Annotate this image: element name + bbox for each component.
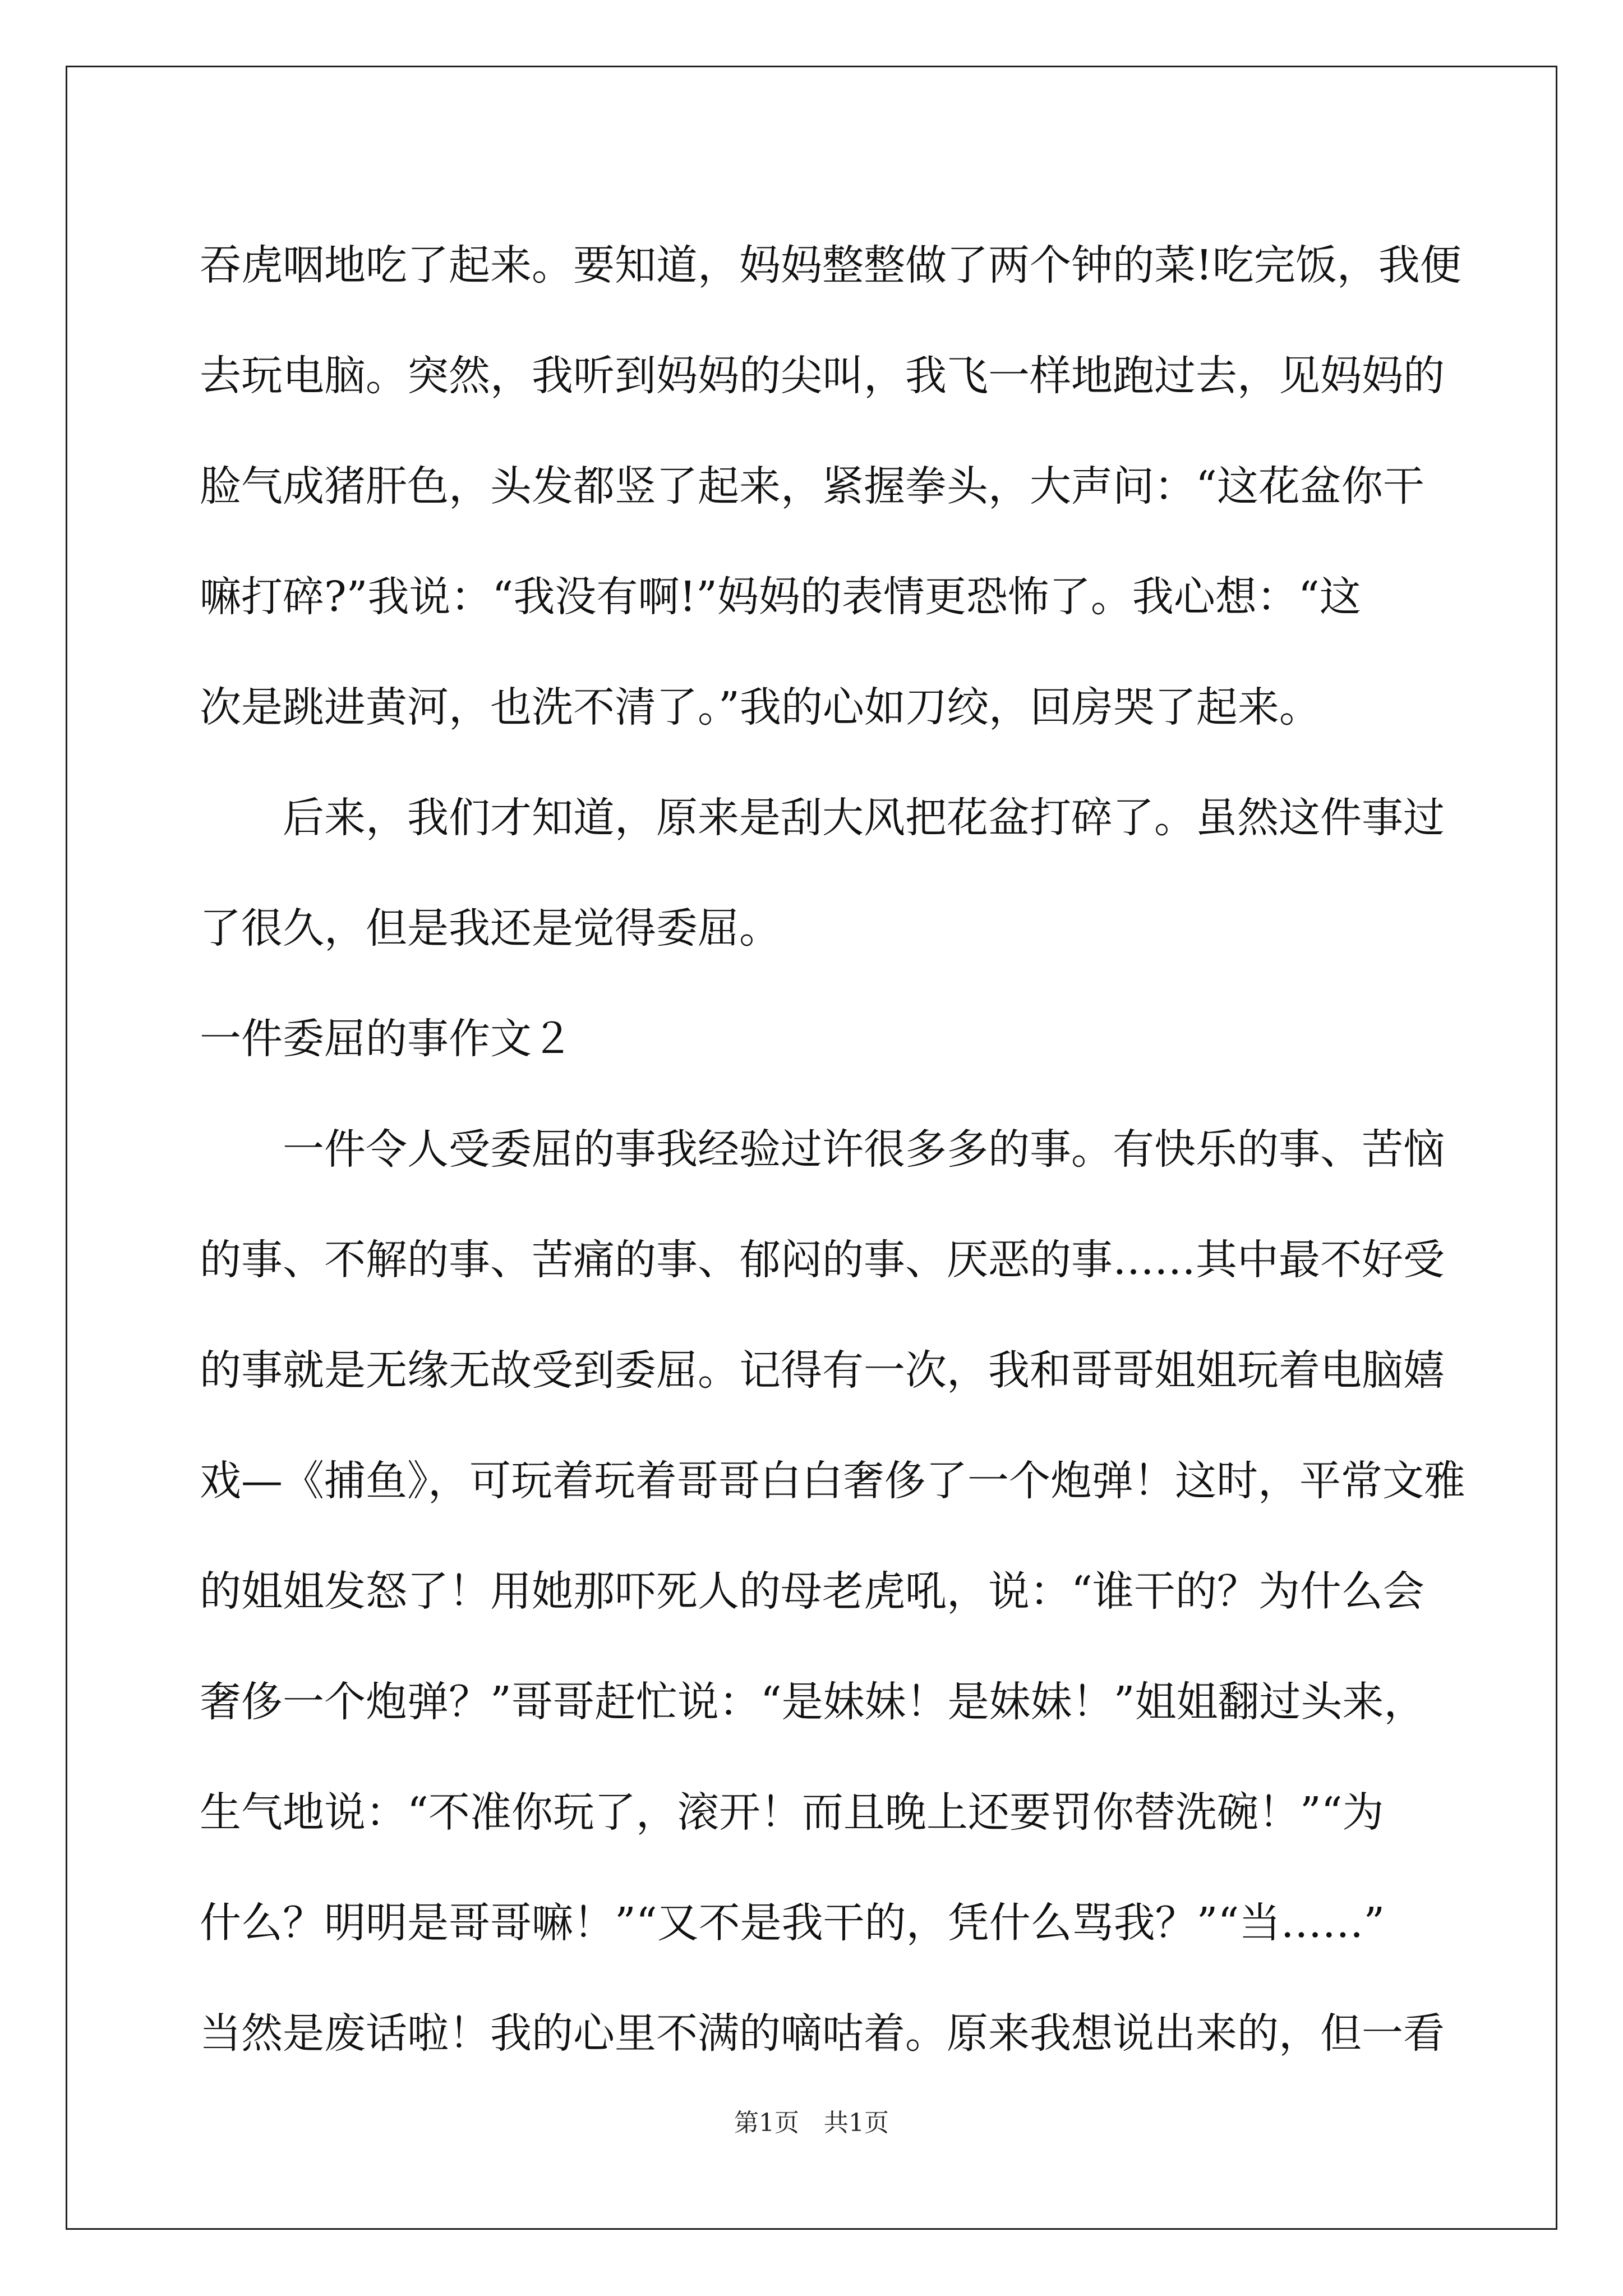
text-line: 吞虎咽地吃了起来。要知道，妈妈整整做了两个钟的菜!吃完饭，我便	[200, 241, 1461, 289]
text-line: 的姐姐发怒了！用她那吓死人的母老虎吼，说：“谁干的？为什么会	[200, 1567, 1424, 1616]
text-line: 戏—《捕鱼》，可玩着玩着哥哥白白奢侈了一个炮弹！这时，平常文雅	[200, 1457, 1465, 1505]
paragraph-first-line: 一件令人受委屈的事我经验过许很多多的事。有快乐的事、苦恼	[283, 1125, 1445, 1174]
text-line: 的事、不解的事、苦痛的事、郁闷的事、厌恶的事……其中最不好受	[200, 1236, 1445, 1284]
text-line: 生气地说：“不准你玩了，滚开！而且晚上还要罚你替洗碗！”“为	[200, 1788, 1384, 1837]
text-line: 当然是废话啦！我的心里不满的嘀咕着。原来我想说出来的，但一看	[200, 2009, 1445, 2058]
section-title: 一件委屈的事作文２	[200, 1015, 573, 1063]
page-footer: 第1页 共1页	[734, 2109, 889, 2137]
document-body	[200, 210, 1465, 2089]
text-line: 嘛打碎?”我说：“我没有啊!”妈妈的表情更恐怖了。我心想：“这	[200, 573, 1361, 621]
text-line: 了很久，但是我还是觉得委屈。	[200, 904, 781, 953]
text-line: 的事就是无缘无故受到委屈。记得有一次，我和哥哥姐姐玩着电脑嬉	[200, 1346, 1445, 1395]
text-line: 奢侈一个炮弹？”哥哥赶忙说：“是妹妹！是妹妹！”姐姐翻过头来，	[200, 1678, 1426, 1726]
paragraph-first-line: 后来，我们才知道，原来是刮大风把花盆打碎了。虽然这件事过	[283, 794, 1445, 842]
text-line: 脸气成猪肝色，头发都竖了起来，紧握拳头，大声问：“这花盆你干	[200, 462, 1424, 510]
text-line: 次是跳进黄河，也洗不清了。”我的心如刀绞，回房哭了起来。	[200, 683, 1321, 731]
text-line: 去玩电脑。突然，我听到妈妈的尖叫，我飞一样地跑过去，见妈妈的	[200, 352, 1445, 400]
text-line: 什么？明明是哥哥嘛！”“又不是我干的，凭什么骂我？”“当……”	[200, 1899, 1385, 1947]
